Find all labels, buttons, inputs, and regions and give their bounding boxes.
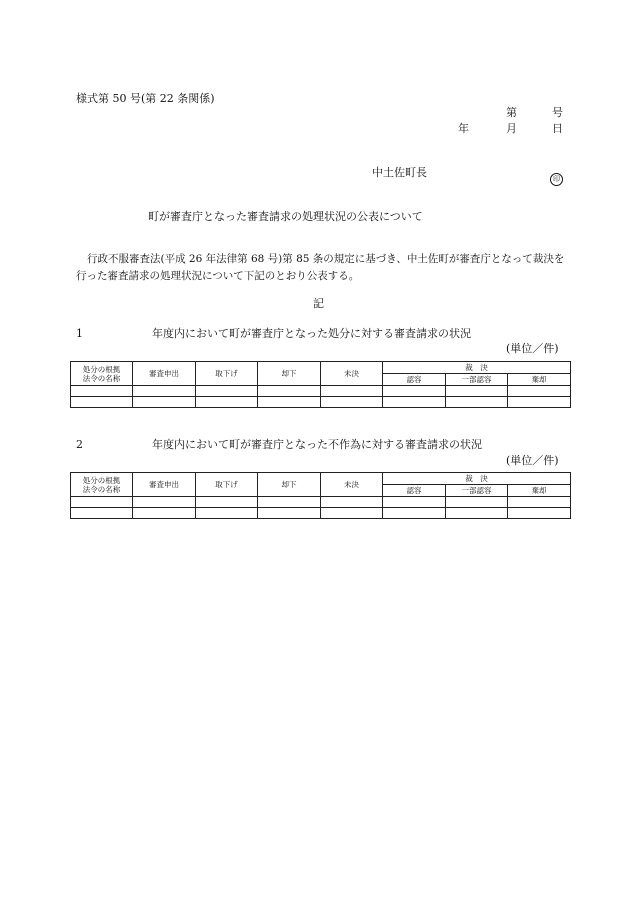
header-rejection: 棄却 [508, 374, 571, 386]
header-approval: 認容 [383, 485, 446, 497]
body-paragraph [76, 251, 566, 285]
header-request: 審査申出 [133, 362, 196, 386]
table-cell [446, 397, 508, 408]
table-cell [196, 508, 258, 519]
table-cell [196, 397, 258, 408]
table-cell [383, 386, 446, 397]
table-cell [321, 497, 383, 508]
table-row [71, 497, 571, 508]
table-cell [133, 497, 196, 508]
table-cell [446, 386, 508, 397]
table-cell [508, 386, 571, 397]
table-cell [71, 397, 133, 408]
table-cell [71, 508, 133, 519]
table-cell [446, 508, 508, 519]
body-text: 行政不服審査法(平成 26 年法律第 68 号)第 85 条の規定に基づき、中土佐町が審査庁となって裁決を行った審査請求の処理状況について下記のとおり公表する。 [76, 253, 565, 282]
section-1-number: 1 [76, 327, 83, 340]
table-cell [258, 508, 321, 519]
header-basis: 処分の根拠 法令の名称 [71, 362, 133, 386]
header-partial-approval: 一部認容 [446, 374, 508, 386]
table-cell [196, 497, 258, 508]
header-decision: 裁 決 [383, 362, 571, 374]
table-cell [133, 397, 196, 408]
table-row [71, 386, 571, 397]
table-cell [71, 386, 133, 397]
section-1-unit: (単位／件) [506, 342, 559, 355]
section-1-table [70, 361, 571, 408]
table-cell [508, 508, 571, 519]
seal-mark [550, 166, 563, 186]
header-withdrawal: 取下げ [196, 362, 258, 386]
table-cell [196, 386, 258, 397]
table-cell [321, 386, 383, 397]
table-cell [258, 386, 321, 397]
number-label-dai: 第 [506, 106, 517, 119]
section-1-heading: 年度内において町が審査庁となった処分に対する審査請求の状況 [152, 327, 471, 340]
header-dismissal: 却下 [258, 362, 321, 386]
section-2-unit: (単位／件) [506, 454, 559, 467]
table-row [71, 508, 571, 519]
table-cell [446, 497, 508, 508]
table-row [71, 397, 571, 408]
ki-heading: 記 [313, 297, 324, 310]
table-cell [258, 497, 321, 508]
header-approval: 認容 [383, 374, 446, 386]
header-pending: 未決 [321, 473, 383, 497]
table-cell [321, 508, 383, 519]
sender-name: 中土佐町長 [372, 166, 427, 179]
table-cell [258, 397, 321, 408]
document-title: 町が審査庁となった審査請求の処理状況の公表について [148, 210, 423, 223]
date-month: 月 [506, 122, 517, 135]
table-cell [71, 497, 133, 508]
table-cell [508, 497, 571, 508]
header-withdrawal: 取下げ [196, 473, 258, 497]
table-cell [321, 397, 383, 408]
header-dismissal: 却下 [258, 473, 321, 497]
section-2-heading: 年度内において町が審査庁となった不作為に対する審査請求の状況 [152, 438, 482, 451]
header-request: 審査申出 [133, 473, 196, 497]
header-basis: 処分の根拠 法令の名称 [71, 473, 133, 497]
header-partial-approval: 一部認容 [446, 485, 508, 497]
header-decision: 裁 決 [383, 473, 571, 485]
date-day: 日 [552, 122, 563, 135]
table-cell [133, 508, 196, 519]
section-2-number: 2 [76, 438, 83, 451]
table-cell [383, 508, 446, 519]
form-number: 様式第 50 号(第 22 条関係) [76, 92, 215, 105]
table-cell [133, 386, 196, 397]
seal-icon: 印 [550, 173, 563, 186]
number-label-go: 号 [552, 106, 563, 119]
section-2-table [70, 472, 571, 519]
table-cell [383, 397, 446, 408]
table-cell [508, 397, 571, 408]
table-cell [383, 497, 446, 508]
date-year: 年 [458, 122, 469, 135]
header-rejection: 棄却 [508, 485, 571, 497]
header-pending: 未決 [321, 362, 383, 386]
